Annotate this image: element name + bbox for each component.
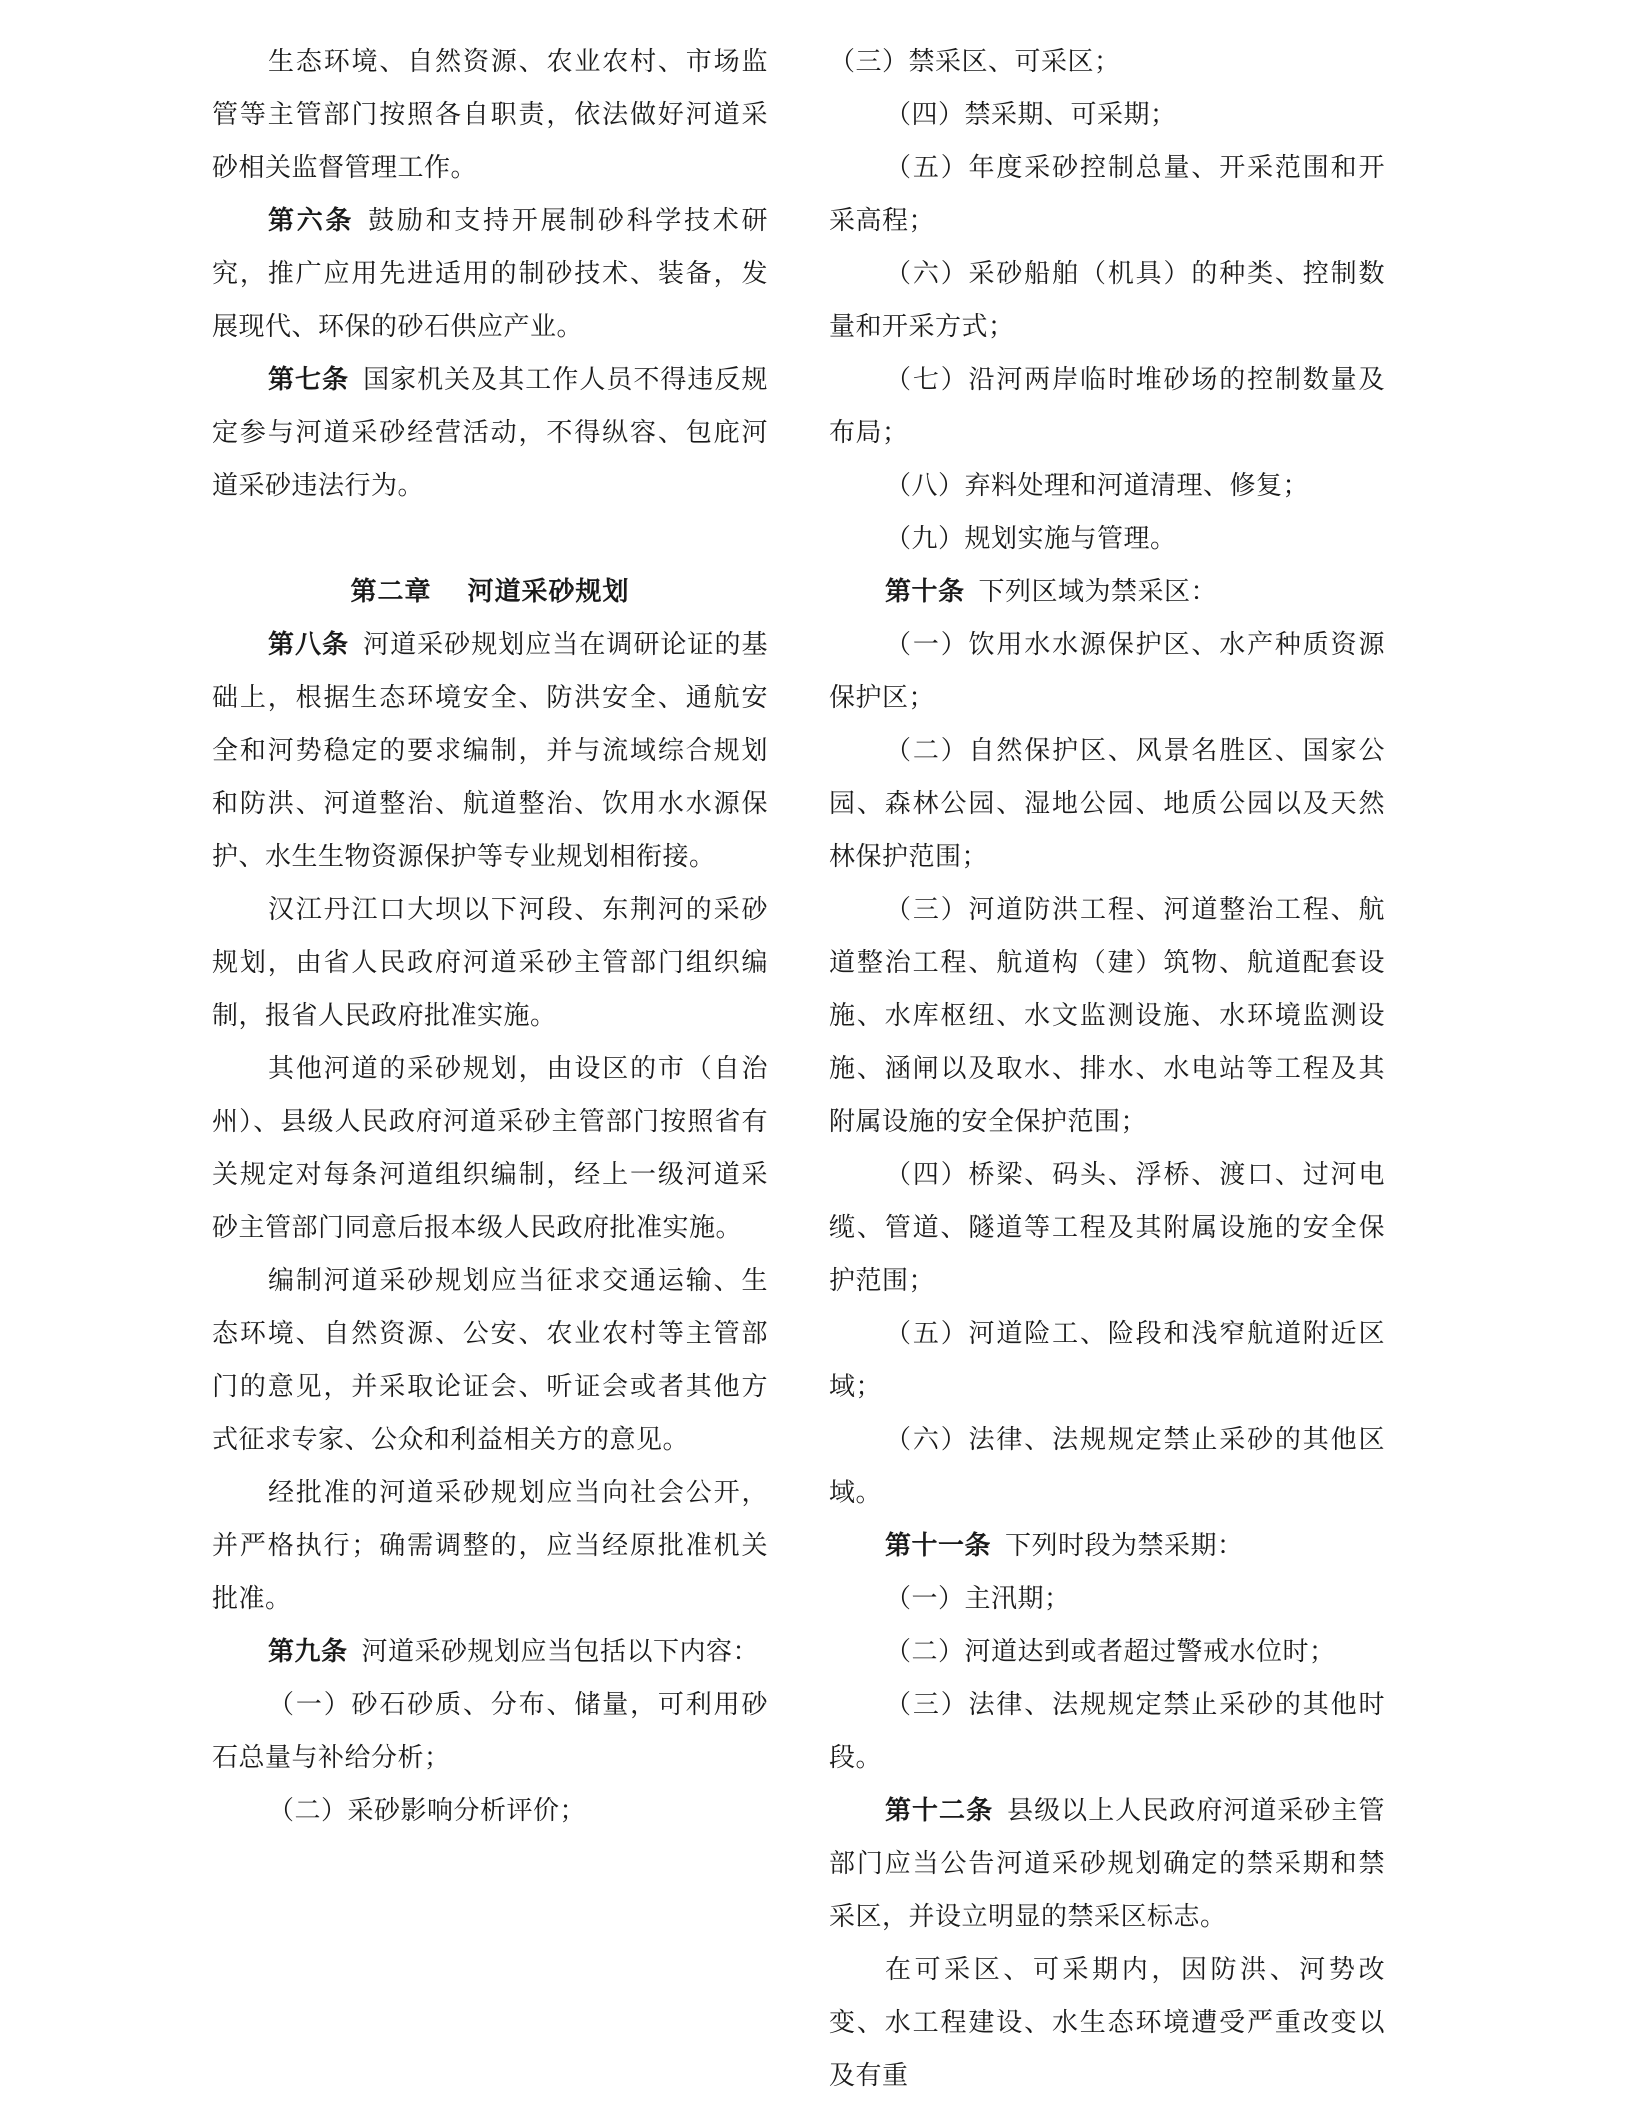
list-item: （一）主汛期；	[885, 1584, 1071, 1614]
article-text: 河道采砂规划应当包括以下内容：	[361, 1637, 760, 1667]
left-column	[212, 36, 768, 1838]
article-text: 国家机关及其工作人员不得违反规定参与河道采砂经营活动，不得纵容、包庇河道采砂违法行为。	[212, 365, 768, 501]
article-label: 第七条	[268, 365, 350, 395]
article-11	[829, 1520, 1385, 1573]
list-item: （四）桥梁、码头、浮桥、渡口、过河电缆、管道、隧道等工程及其附属设施的安全保护范围；	[829, 1160, 1385, 1296]
paragraph: 汉江丹江口大坝以下河段、东荆河的采砂规划，由省人民政府河道采砂主管部门组织编制，报省人民政府批准实施。	[212, 895, 768, 1031]
list-item: （二）采砂影响分析评价；	[268, 1796, 587, 1826]
article-label: 第六条	[268, 206, 355, 236]
paragraph: 经批准的河道采砂规划应当向社会公开，并严格执行；确需调整的，应当经原批准机关批准。	[212, 1478, 768, 1614]
list-item: （六）采砂船舶（机具）的种类、控制数量和开采方式；	[829, 259, 1385, 342]
list-item: （三）禁采区、可采区；	[829, 47, 1121, 77]
article-label: 第九条	[268, 1637, 348, 1667]
article-10	[829, 566, 1385, 619]
article-text: 鼓励和支持开展制砂科学技术研究，推广应用先进适用的制砂技术、装备，发展现代、环保的砂石供应产业。	[212, 206, 768, 342]
list-item: （一）砂石砂质、分布、储量，可利用砂石总量与补给分析；	[212, 1690, 768, 1773]
chapter-title: 河道采砂规划	[467, 577, 630, 607]
paragraph: 在可采区、可采期内，因防洪、河势改变、水工程建设、水生态环境遭受严重改变以及有重	[829, 1955, 1385, 2091]
paragraph: 编制河道采砂规划应当征求交通运输、生态环境、自然资源、公安、农业农村等主管部门的意见，并采取论证会、听证会或者其他方式征求专家、公众和利益相关方的意见。	[212, 1266, 768, 1455]
list-item: （一）饮用水水源保护区、水产种质资源保护区；	[829, 630, 1385, 713]
article-text: 下列时段为禁采期：	[1005, 1531, 1244, 1561]
list-item: （二）河道达到或者超过警戒水位时；	[885, 1637, 1336, 1667]
article-text: 县级以上人民政府河道采砂主管部门应当公告河道采砂规划确定的禁采期和禁采区，并设立明显的禁采区标志。	[829, 1796, 1385, 1932]
article-label: 第十条	[885, 577, 965, 607]
list-item: （六）法律、法规规定禁止采砂的其他区域。	[829, 1425, 1385, 1508]
article-8	[212, 619, 768, 884]
list-item: （五）河道险工、险段和浅窄航道附近区域；	[829, 1319, 1385, 1402]
list-item: （五）年度采砂控制总量、开采范围和开采高程；	[829, 153, 1385, 236]
article-label: 第十二条	[885, 1796, 994, 1826]
list-item: （八）弃料处理和河道清理、修复；	[885, 471, 1310, 501]
list-item: （二）自然保护区、风景名胜区、国家公园、森林公园、湿地公园、地质公园以及天然林保护范围；	[829, 736, 1385, 872]
article-6	[212, 195, 768, 354]
paragraph: 生态环境、自然资源、农业农村、市场监管等主管部门按照各自职责，依法做好河道采砂相关监督管理工作。	[212, 47, 768, 183]
spacer	[212, 513, 768, 566]
article-7	[212, 354, 768, 513]
article-label: 第八条	[268, 630, 350, 660]
article-12	[829, 1785, 1385, 1944]
chapter-number: 第二章	[350, 577, 432, 607]
right-column	[829, 36, 1385, 2103]
list-item: （三）河道防洪工程、河道整治工程、航道整治工程、航道构（建）筑物、航道配套设施、水库枢纽、水文监测设施、水环境监测设施、涵闸以及取水、排水、水电站等工程及其附属设施的安全保护范围；	[829, 895, 1385, 1137]
article-text: 河道采砂规划应当在调研论证的基础上，根据生态环境安全、防洪安全、通航安全和河势稳定的要求编制，并与流域综合规划和防洪、河道整治、航道整治、饮用水水源保护、水生生物资源保护等专业规划相衔接。	[212, 630, 768, 872]
list-item: （九）规划实施与管理。	[885, 524, 1177, 554]
article-label: 第十一条	[885, 1531, 992, 1561]
list-item: （七）沿河两岸临时堆砂场的控制数量及布局；	[829, 365, 1385, 448]
article-text: 下列区域为禁采区：	[978, 577, 1218, 607]
article-9	[212, 1626, 768, 1679]
list-item: （三）法律、法规规定禁止采砂的其他时段。	[829, 1690, 1385, 1773]
chapter-heading	[212, 566, 768, 619]
paragraph: 其他河道的采砂规划，由设区的市（自治州）、县级人民政府河道采砂主管部门按照省有关规定对每条河道组织编制，经上一级河道采砂主管部门同意后报本级人民政府批准实施。	[212, 1054, 768, 1243]
list-item: （四）禁采期、可采期；	[885, 100, 1177, 130]
